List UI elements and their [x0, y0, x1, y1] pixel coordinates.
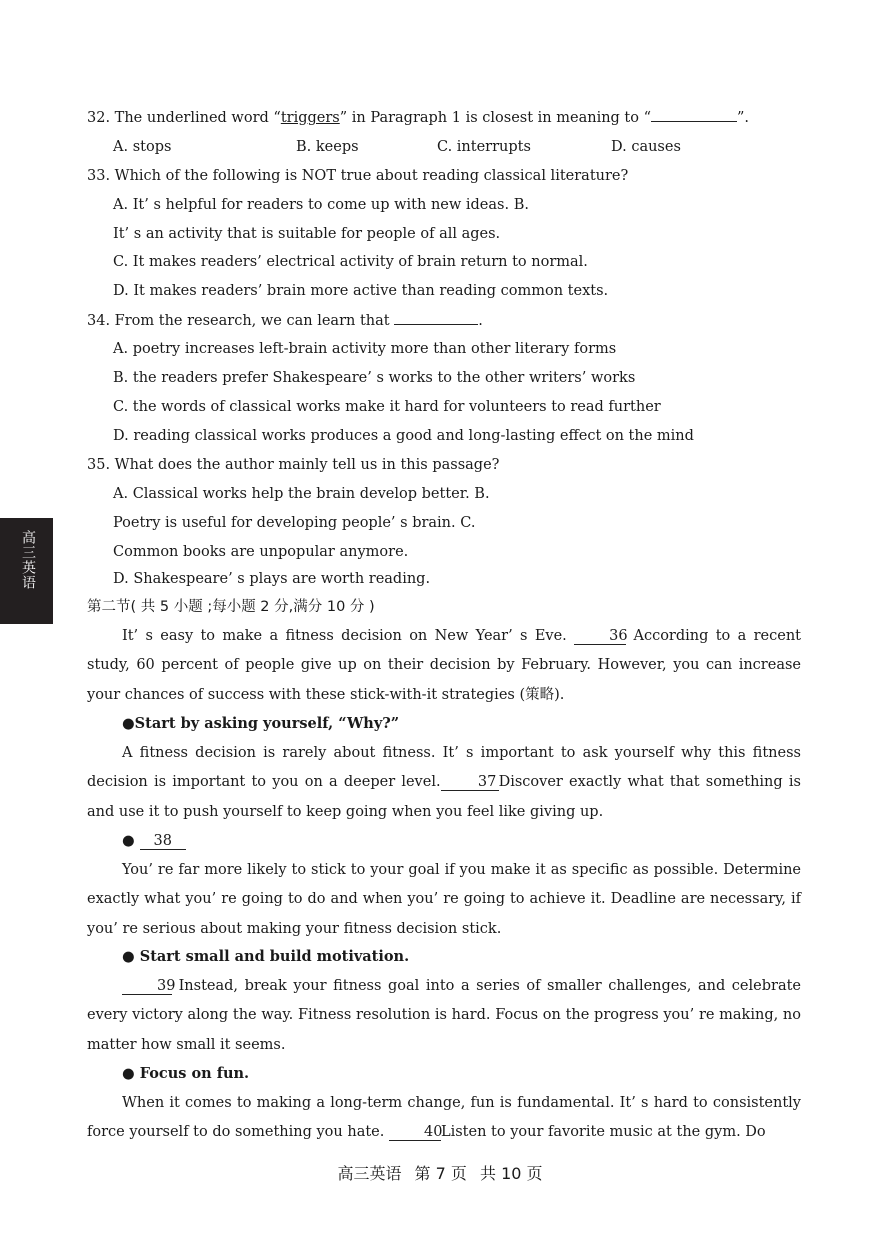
footer-subject: 高三英语 [337, 1164, 402, 1183]
q34-option-a: A. poetry increases left-brain activity more than other literary forms [113, 341, 617, 357]
q35-line: A. Classical works help the brain develop better. B. [113, 486, 490, 502]
q35-line: Poetry is useful for developing people’ s brain. C. [113, 515, 476, 531]
side-tab-label: 高三英语 [20, 530, 36, 590]
q34-option-c: C. the words of classical works make it hard for volunteers to read further [113, 399, 661, 415]
passage-paragraph-3: You’ re far more likely to stick to your goal if you make it as specific as possible. Determine exactly what you’ re going to do and when you’ re going to achieve it. Deadline are necessary, if you’ re serious about making your fitness decision stick. [87, 862, 801, 937]
q33-line: A. It’ s helpful for readers to come up with new ideas. B. [113, 197, 529, 213]
side-tab [0, 518, 53, 624]
q35-line: Common books are unpopular anymore. [113, 544, 409, 560]
blank-38: 38 [140, 833, 186, 850]
blank-36: 36 [574, 628, 626, 645]
q33-line: C. It makes readers’ electrical activity of brain return to normal. [113, 254, 588, 270]
page-footer [0, 1161, 880, 1184]
question-33-stem: 33. Which of the following is NOT true about reading classical literature? [87, 168, 629, 184]
q34-option-b: B. the readers prefer Shakespeare’ s works to the other writers’ works [113, 370, 636, 386]
q33-line: D. It makes readers’ brain more active than reading common texts. [113, 283, 609, 299]
q32-option-b: B. keeps [296, 139, 359, 155]
strategy-heading-3: ● Start small and build motivation. [122, 948, 410, 965]
passage-paragraph-4: 39 Instead, break your fitness goal into a series of smaller challenges, and celebrate every victory along the way. Fitness resolution is hard. Focus on the progress you’ re making, no matter how small it seems. [87, 978, 801, 1053]
footer-total-pages: 共 10 页 [480, 1164, 543, 1183]
passage-paragraph-1: It’ s easy to make a fitness decision on New Year’ s Eve. 36 According to a recent study, 60 percent of people give up on their decision by February. However, you can increase your chances of success with these stick-with-it strategies (策略). [87, 628, 801, 703]
bullet-icon: ● [122, 715, 135, 732]
bullet-icon: ● [122, 1065, 135, 1082]
passage-paragraph-5: When it comes to making a long-term change, fun is fundamental. It’ s hard to consistently force yourself to do something you hate. 40Listen to your favorite music at the gym. Do [87, 1095, 801, 1141]
q32-option-c: C. interrupts [437, 139, 531, 155]
q34-option-d: D. reading classical works produces a good and long-lasting effect on the mind [113, 428, 694, 444]
question-35-stem: 35. What does the author mainly tell us in this passage? [87, 457, 500, 473]
section-heading: 第二节( 共 5 小题 ;每小题 2 分,满分 10 分 ) [87, 599, 375, 615]
q33-line: It’ s an activity that is suitable for people of all ages. [113, 226, 501, 242]
answer-blank [394, 310, 478, 325]
blank-39: 39 [122, 978, 172, 995]
footer-page-number: 第 7 页 [414, 1164, 467, 1183]
strategy-heading-4: ● Focus on fun. [122, 1065, 250, 1082]
question-32-stem: 32. The underlined word “triggers” in Paragraph 1 is closest in meaning to “ ”. [87, 107, 749, 128]
q32-option-d: D. causes [611, 139, 681, 155]
bullet-icon: ● [122, 948, 135, 965]
underlined-word: triggers [280, 110, 340, 126]
q35-line: D. Shakespeare’ s plays are worth reading. [113, 571, 431, 587]
bullet-icon: ● [122, 833, 135, 849]
blank-37: 37 [441, 774, 499, 791]
answer-blank [651, 107, 737, 122]
passage-paragraph-2: A fitness decision is rarely about fitness. It’ s important to ask yourself why this fitness decision is important to you on a deeper level. 37 Discover exactly what that something is and use it to push yourself to keep going when you feel like giving up. [87, 745, 801, 820]
blank-40: 40 [389, 1124, 441, 1141]
strategy-heading-1: ●Start by asking yourself, “Why?” [122, 715, 400, 732]
q32-option-a: A. stops [113, 139, 172, 155]
question-34-stem: 34. From the research, we can learn that . [87, 310, 483, 331]
strategy-heading-2 [122, 831, 186, 851]
